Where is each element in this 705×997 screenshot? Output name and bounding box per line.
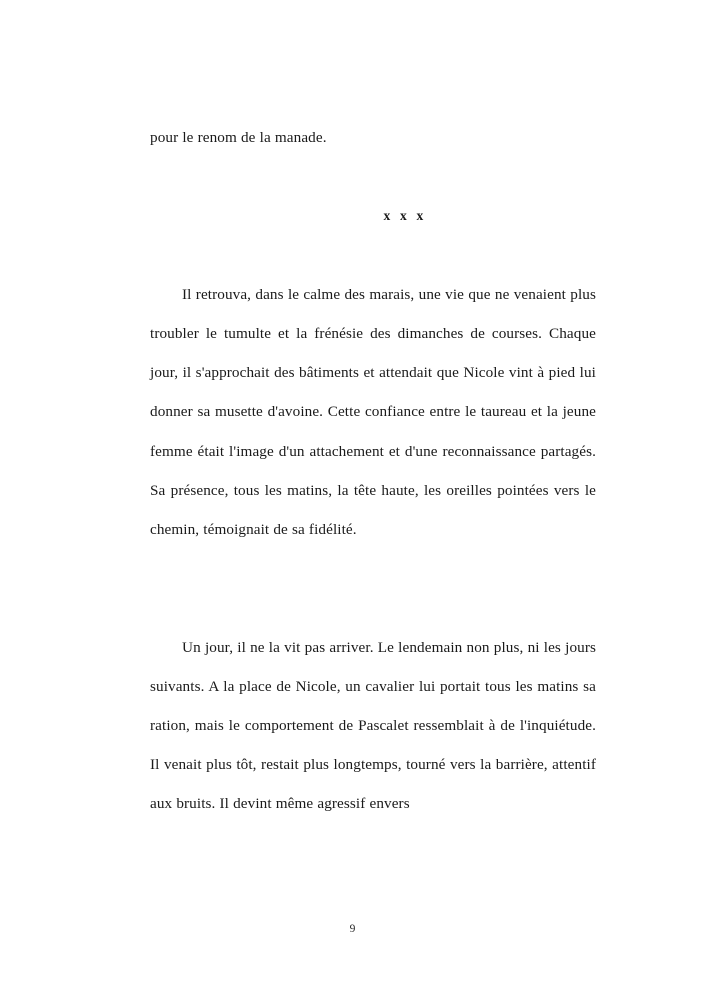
body-paragraph-2: Un jour, il ne la vit pas arriver. Le lendemain non plus, ni les jours suivants. A la place de Nicole, un cavalier lui portait tous les matins sa ration, mais le comportement de Pascalet ressemblait à de l'inquiétude. Il venait plus tôt, restait plus longtemps, tourné vers la barrière, attentif aux bruits. Il devint même agressif envers xyxy=(150,638,596,813)
scene-break-ornament: x x x xyxy=(383,208,427,224)
body-paragraph-1: Il retrouva, dans le calme des marais, une vie que ne venaient plus troubler le tumulte et la frénésie des dimanches de courses. Chaque jour, il s'approchait des bâtiments et attendait que Nicole vint à pied lui donner sa musette d'avoine. Cette confiance entre le taureau et la jeune femme était l'image d'un attachement et d'une reconnaissance partagés. Sa présence, tous les matins, la tête haute, les oreilles pointées vers le chemin, témoignait de sa fidélité. xyxy=(150,285,596,538)
vertical-space xyxy=(150,157,596,196)
text-column xyxy=(150,118,596,824)
vertical-space xyxy=(150,236,596,275)
page-number-folio: 9 xyxy=(349,923,356,935)
paragraph-gap xyxy=(150,549,596,627)
paragraph-continuation-line: pour le renom de la manade. xyxy=(150,129,327,146)
